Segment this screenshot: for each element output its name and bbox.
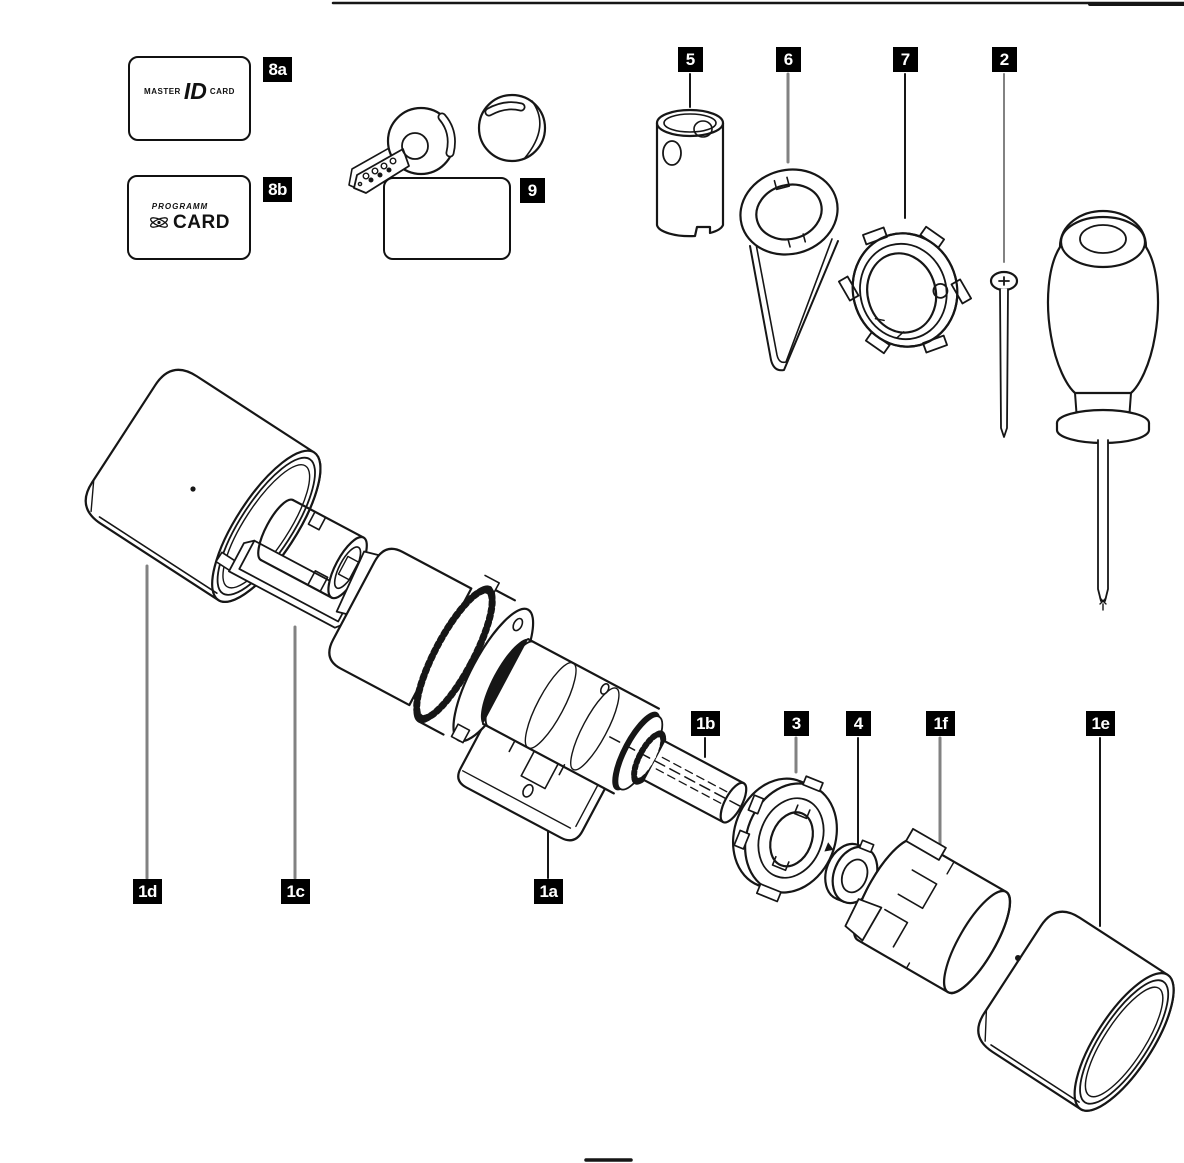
part-label-1a: 1a	[534, 879, 563, 904]
part-2-fixing-screw	[991, 272, 1017, 437]
part-label-8b: 8b	[263, 177, 292, 202]
part-label-4: 4	[846, 711, 871, 736]
part-label-1b: 1b	[691, 711, 720, 736]
part-8a-master-id-card	[128, 56, 251, 141]
part-label-1f: 1f	[926, 711, 955, 736]
part-label-6: 6	[776, 47, 801, 72]
part-label-1d: 1d	[133, 879, 162, 904]
master-card-id-word: ID	[183, 78, 207, 104]
part-label-9: 9	[520, 178, 545, 203]
programm-card-card-word: CARD	[173, 211, 230, 233]
part-label-1e: 1e	[1086, 711, 1115, 736]
part-label-3: 3	[784, 711, 809, 736]
master-card-card-word: CARD	[209, 87, 235, 96]
part-9-blank-card	[383, 177, 511, 260]
master-card-word: MASTER	[144, 87, 181, 96]
part-5-spacer-sleeve	[657, 110, 723, 236]
housing-pin-hole	[190, 486, 195, 491]
part-6-mounting-ring-tool	[731, 159, 847, 371]
part-label-7: 7	[893, 47, 918, 72]
key-cap-disc	[479, 95, 545, 161]
part-label-8a: 8a	[263, 57, 292, 82]
part-label-1c: 1c	[281, 879, 310, 904]
part-7-fixing-ring	[828, 210, 981, 369]
knob-pin-hole	[1015, 955, 1021, 961]
part-label-5: 5	[678, 47, 703, 72]
part-8b-programm-card	[127, 175, 251, 260]
programm-card-word: PROGRAMM	[151, 201, 209, 211]
screwdriver-tool	[1048, 211, 1158, 610]
part-label-2: 2	[992, 47, 1017, 72]
atom-logo-icon	[148, 215, 170, 230]
